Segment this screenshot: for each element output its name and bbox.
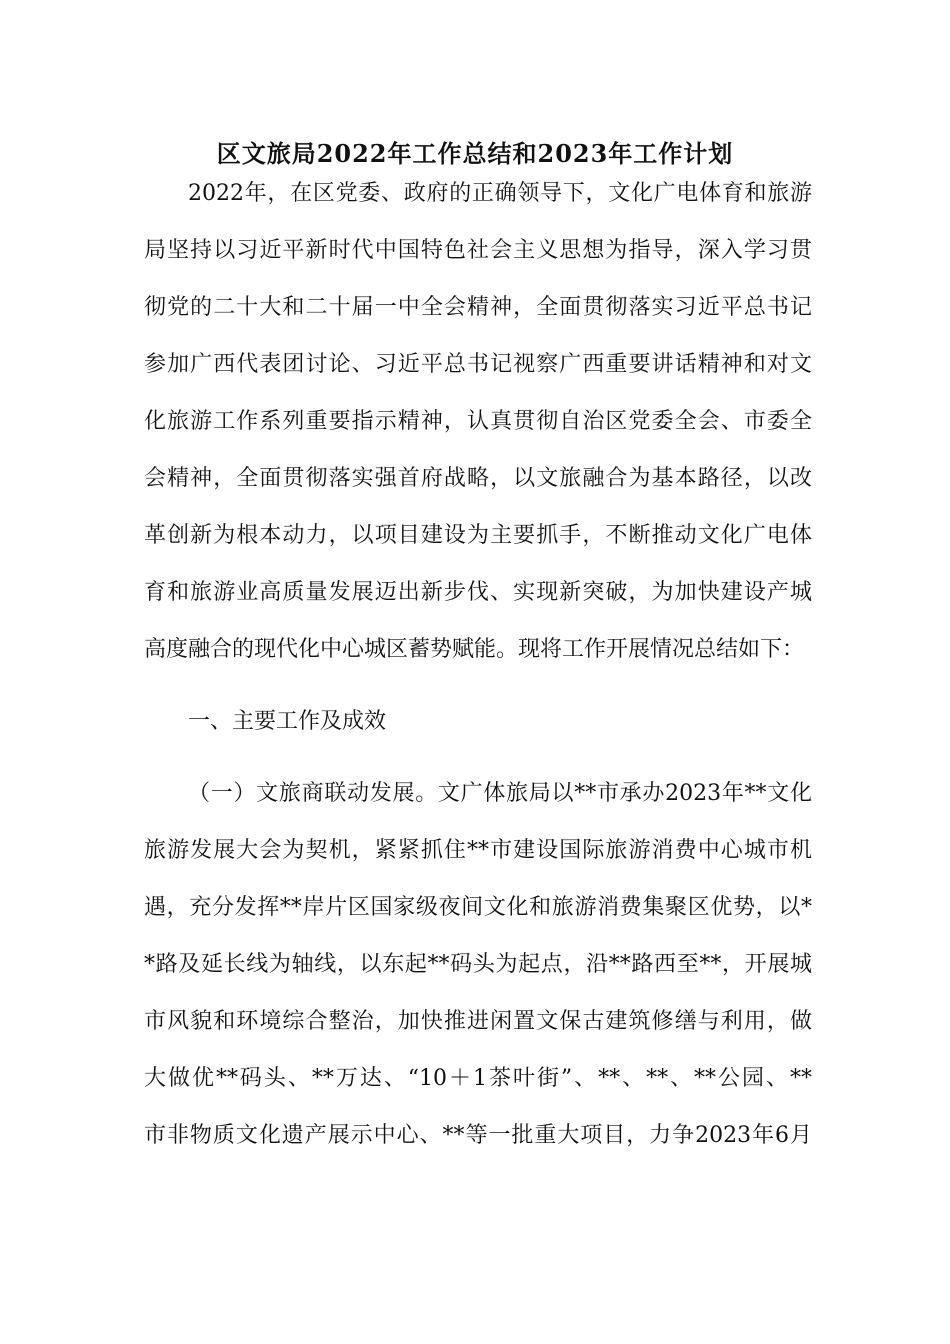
paragraph-line: 育和旅游业高质量发展迈出新步伐、实现新突破，为加快建设产城 <box>144 580 812 605</box>
paragraph-line: 化旅游工作系列重要指示精神，认真贯彻自治区党委全会、市委全 <box>144 409 812 434</box>
paragraph-line: 会精神，全面贯彻落实强首府战略，以文旅融合为基本路径，以改 <box>144 466 812 491</box>
document-title: 区文旅局2022年工作总结和2023年工作计划 <box>216 139 734 168</box>
paragraph-line: 革创新为根本动力，以项目建设为主要抓手，不断推动文化广电体 <box>144 523 812 548</box>
paragraph-line: 遇，充分发挥**岸片区国家级夜间文化和旅游消费集聚区优势，以* <box>144 895 812 920</box>
paragraph-line: 参加广西代表团讨论、习近平总书记视察广西重要讲话精神和对文 <box>144 352 812 377</box>
paragraph-line: 局坚持以习近平新时代中国特色社会主义思想为指导，深入学习贯 <box>144 238 812 263</box>
paragraph-line: 彻党的二十大和二十届一中全会精神，全面贯彻落实习近平总书记 <box>144 295 812 320</box>
paragraph-line: 旅游发展大会为契机，紧紧抓住**市建设国际旅游消费中心城市机 <box>144 838 812 863</box>
paragraph-line: （一）文旅商联动发展。文广体旅局以**市承办2023年**文化 <box>188 781 812 806</box>
paragraph-line: 2022年，在区党委、政府的正确领导下，文化广电体育和旅游 <box>188 181 812 206</box>
paragraph-line: *路及延长线为轴线，以东起**码头为起点，沿**路西至**，开展城 <box>144 952 812 977</box>
paragraph-line: 大做优**码头、**万达、“10＋1茶叶街”、**、**、**公园、** <box>144 1066 812 1091</box>
paragraph-line: 高度融合的现代化中心城区蓄势赋能。现将工作开展情况总结如下： <box>144 637 805 662</box>
paragraph-line: 市非物质文化遗产展示中心、**等一批重大项目，力争2023年6月 <box>144 1123 812 1148</box>
section-heading: 一、主要工作及成效 <box>188 709 387 734</box>
paragraph-line: 市风貌和环境综合整治，加快推进闲置文保古建筑修缮与利用，做 <box>144 1009 812 1034</box>
